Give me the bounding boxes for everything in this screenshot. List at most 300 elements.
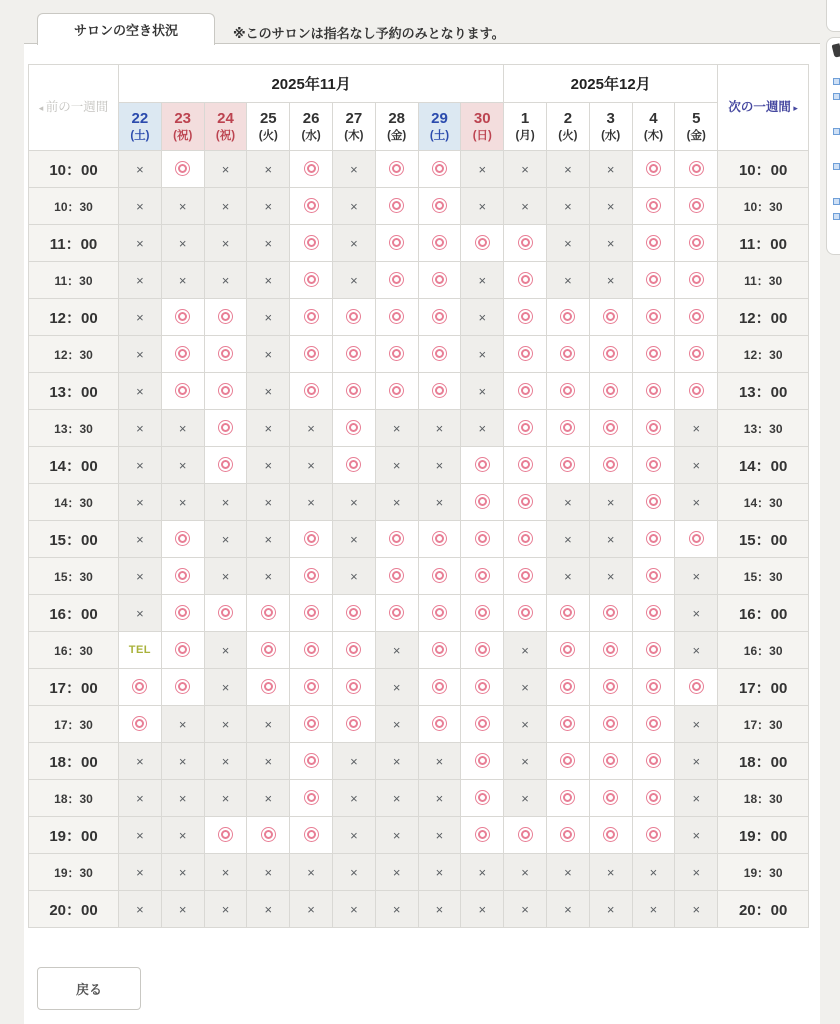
slot-available[interactable] [332, 336, 375, 373]
slot-unavailable: × [546, 188, 589, 225]
slot-available[interactable] [504, 410, 547, 447]
slot-available[interactable] [461, 225, 504, 262]
time-label: 14：00 [29, 447, 119, 484]
slot-available[interactable] [290, 558, 333, 595]
slot-unavailable: × [161, 484, 204, 521]
slot-available[interactable] [375, 151, 418, 188]
available-icon [603, 605, 618, 620]
slot-unavailable: × [119, 891, 162, 928]
day-number: 26 [302, 110, 320, 128]
slot-available[interactable] [418, 669, 461, 706]
slot-available[interactable] [161, 336, 204, 373]
slot-available[interactable] [418, 595, 461, 632]
slot-available[interactable] [204, 373, 247, 410]
available-icon [475, 790, 490, 805]
slot-available[interactable] [161, 632, 204, 669]
slot-unavailable: × [461, 854, 504, 891]
time-label: 12：00 [718, 299, 809, 336]
day-row [29, 103, 809, 151]
day-number: 2 [563, 110, 573, 128]
slot-available[interactable] [332, 410, 375, 447]
slot-available[interactable] [290, 188, 333, 225]
day-number: 27 [345, 110, 363, 128]
slot-available[interactable] [675, 373, 718, 410]
day-of-week: (木) [643, 129, 664, 142]
slot-unavailable: × [504, 669, 547, 706]
slot-available[interactable] [375, 521, 418, 558]
slot-available[interactable] [504, 595, 547, 632]
slot-unavailable: × [675, 484, 718, 521]
slot-unavailable: × [204, 854, 247, 891]
table-row [29, 151, 809, 188]
slot-available[interactable] [290, 521, 333, 558]
slot-available[interactable] [546, 743, 589, 780]
table-row [29, 891, 809, 928]
slot-unavailable: × [418, 410, 461, 447]
slot-unavailable: × [332, 743, 375, 780]
slot-available[interactable] [290, 299, 333, 336]
slot-available[interactable] [632, 743, 675, 780]
available-icon [432, 642, 447, 657]
slot-unavailable: × [375, 669, 418, 706]
slot-unavailable: × [589, 151, 632, 188]
slot-unavailable: × [504, 743, 547, 780]
slot-unavailable: × [418, 854, 461, 891]
slot-available[interactable] [675, 669, 718, 706]
slot-available[interactable] [290, 780, 333, 817]
slot-available[interactable] [418, 706, 461, 743]
slot-available[interactable] [504, 225, 547, 262]
available-icon [560, 346, 575, 361]
available-icon [560, 420, 575, 435]
available-icon [175, 309, 190, 324]
slot-available[interactable] [290, 632, 333, 669]
day-header [675, 103, 718, 151]
slot-available[interactable] [546, 817, 589, 854]
slot-available[interactable] [504, 558, 547, 595]
tab-salon-availability[interactable] [37, 13, 215, 45]
prev-week-button[interactable] [29, 65, 119, 151]
slot-available[interactable] [290, 743, 333, 780]
slot-available[interactable] [247, 632, 290, 669]
slot-available[interactable] [632, 595, 675, 632]
available-icon [304, 161, 319, 176]
available-icon [518, 494, 533, 509]
slot-available[interactable] [589, 632, 632, 669]
slot-available[interactable] [461, 669, 504, 706]
slot-available[interactable] [418, 632, 461, 669]
slot-available[interactable] [375, 299, 418, 336]
time-label: 20：00 [29, 891, 119, 928]
day-number: 5 [692, 110, 701, 128]
slot-available[interactable] [418, 521, 461, 558]
slot-available[interactable] [290, 336, 333, 373]
slot-available[interactable] [546, 632, 589, 669]
slot-unavailable: × [675, 817, 718, 854]
slot-available[interactable] [161, 595, 204, 632]
slot-unavailable: × [418, 817, 461, 854]
slot-unavailable: × [247, 558, 290, 595]
available-icon [218, 457, 233, 472]
slot-available[interactable] [332, 595, 375, 632]
day-header [418, 103, 461, 151]
time-label: 19：00 [29, 817, 119, 854]
slot-available[interactable] [290, 262, 333, 299]
time-label: 10：30 [718, 188, 809, 225]
available-icon [218, 346, 233, 361]
available-icon [432, 383, 447, 398]
slot-available[interactable] [161, 373, 204, 410]
slot-unavailable: × [375, 632, 418, 669]
available-icon [603, 420, 618, 435]
slot-available[interactable] [204, 817, 247, 854]
time-label: 17：30 [718, 706, 809, 743]
slot-unavailable: × [418, 447, 461, 484]
available-icon [475, 827, 490, 842]
slot-unavailable: × [161, 780, 204, 817]
slot-available[interactable] [119, 669, 162, 706]
slot-available[interactable] [675, 151, 718, 188]
slot-unavailable: × [675, 595, 718, 632]
available-icon [646, 568, 661, 583]
slot-available[interactable] [632, 225, 675, 262]
slot-unavailable: × [204, 891, 247, 928]
slot-available[interactable] [375, 188, 418, 225]
available-icon [346, 716, 361, 731]
available-icon [389, 309, 404, 324]
slot-available[interactable] [332, 447, 375, 484]
slot-unavailable: × [546, 558, 589, 595]
time-label: 14：30 [29, 484, 119, 521]
slot-available[interactable] [632, 188, 675, 225]
day-header [119, 103, 162, 151]
available-icon [132, 716, 147, 731]
slot-unavailable: × [204, 151, 247, 188]
slot-available[interactable] [504, 521, 547, 558]
available-icon [560, 309, 575, 324]
slot-available[interactable] [546, 669, 589, 706]
slot-available[interactable] [589, 373, 632, 410]
slot-unavailable: × [204, 225, 247, 262]
slot-tel[interactable]: TEL [119, 632, 162, 669]
available-icon [603, 346, 618, 361]
slot-available[interactable] [504, 817, 547, 854]
slot-available[interactable] [418, 299, 461, 336]
slot-unavailable: × [675, 410, 718, 447]
slot-unavailable: × [161, 188, 204, 225]
slot-available[interactable] [290, 225, 333, 262]
tab-label: サロンの空き状況 [73, 23, 178, 38]
slot-available[interactable] [504, 336, 547, 373]
slot-available[interactable] [675, 188, 718, 225]
slot-available[interactable] [675, 262, 718, 299]
slot-unavailable: × [504, 706, 547, 743]
day-header [161, 103, 204, 151]
slot-available[interactable] [632, 817, 675, 854]
slot-unavailable: × [461, 262, 504, 299]
slot-unavailable: × [119, 336, 162, 373]
slot-unavailable: × [119, 521, 162, 558]
time-label: 15：30 [29, 558, 119, 595]
slot-available[interactable] [589, 299, 632, 336]
available-icon [475, 494, 490, 509]
slot-available[interactable] [546, 410, 589, 447]
time-label: 18：00 [29, 743, 119, 780]
slot-available[interactable] [632, 484, 675, 521]
slot-unavailable: × [589, 262, 632, 299]
slot-available[interactable] [461, 595, 504, 632]
slot-unavailable: × [247, 521, 290, 558]
slot-unavailable: × [119, 854, 162, 891]
slot-available[interactable] [375, 558, 418, 595]
slot-available[interactable] [632, 447, 675, 484]
slot-available[interactable] [589, 780, 632, 817]
slot-available[interactable] [375, 262, 418, 299]
available-icon [175, 568, 190, 583]
slot-unavailable: × [119, 299, 162, 336]
slot-unavailable: × [119, 188, 162, 225]
slot-available[interactable] [461, 558, 504, 595]
slot-available[interactable] [332, 669, 375, 706]
slot-available[interactable] [675, 521, 718, 558]
slot-available[interactable] [290, 669, 333, 706]
slot-available[interactable] [418, 336, 461, 373]
slot-unavailable: × [675, 743, 718, 780]
slot-available[interactable] [546, 447, 589, 484]
available-icon [218, 420, 233, 435]
available-icon [646, 161, 661, 176]
available-icon [132, 679, 147, 694]
slot-available[interactable] [589, 336, 632, 373]
slot-available[interactable] [204, 299, 247, 336]
available-icon [646, 494, 661, 509]
slot-available[interactable] [589, 447, 632, 484]
available-icon [346, 346, 361, 361]
slot-unavailable: × [161, 447, 204, 484]
available-icon [346, 309, 361, 324]
available-icon [432, 568, 447, 583]
slot-available[interactable] [632, 706, 675, 743]
slot-available[interactable] [632, 558, 675, 595]
available-icon [689, 309, 704, 324]
slot-available[interactable] [290, 817, 333, 854]
slot-available[interactable] [632, 632, 675, 669]
slot-available[interactable] [247, 595, 290, 632]
slot-available[interactable] [161, 299, 204, 336]
slot-available[interactable] [632, 373, 675, 410]
slot-available[interactable] [247, 669, 290, 706]
time-label: 16：30 [29, 632, 119, 669]
slot-available[interactable] [161, 521, 204, 558]
slot-available[interactable] [504, 299, 547, 336]
slot-available[interactable] [332, 299, 375, 336]
slot-available[interactable] [589, 410, 632, 447]
available-icon [304, 272, 319, 287]
slot-available[interactable] [418, 262, 461, 299]
month-row [29, 65, 809, 103]
slot-available[interactable] [504, 262, 547, 299]
slot-available[interactable] [290, 706, 333, 743]
table-row [29, 558, 809, 595]
slot-available[interactable] [589, 669, 632, 706]
slot-available[interactable] [546, 373, 589, 410]
available-icon [518, 827, 533, 842]
day-of-week: (金) [686, 129, 706, 142]
available-icon [518, 568, 533, 583]
slot-available[interactable] [504, 484, 547, 521]
slot-available[interactable] [504, 373, 547, 410]
slot-unavailable: × [247, 410, 290, 447]
table-row [29, 188, 809, 225]
slot-available[interactable] [675, 225, 718, 262]
slot-available[interactable] [161, 669, 204, 706]
slot-available[interactable] [418, 373, 461, 410]
slot-available[interactable] [589, 706, 632, 743]
slot-available[interactable] [632, 780, 675, 817]
available-icon [475, 457, 490, 472]
sidebar-bullet-icon [833, 213, 840, 220]
slot-available[interactable] [461, 632, 504, 669]
slot-available[interactable] [461, 484, 504, 521]
available-icon [304, 790, 319, 805]
day-number: 4 [649, 110, 658, 128]
slot-available[interactable] [418, 151, 461, 188]
slot-unavailable: × [204, 484, 247, 521]
available-icon [646, 346, 661, 361]
table-row [29, 632, 809, 669]
slot-available[interactable] [632, 336, 675, 373]
slot-unavailable: × [461, 410, 504, 447]
available-icon [346, 679, 361, 694]
slot-unavailable: × [332, 854, 375, 891]
time-label: 18：00 [718, 743, 809, 780]
slot-available[interactable] [675, 299, 718, 336]
slot-available[interactable] [247, 817, 290, 854]
month-header: 2025年11月 [119, 65, 504, 103]
slot-available[interactable] [290, 595, 333, 632]
slot-available[interactable] [632, 299, 675, 336]
slot-available[interactable] [589, 817, 632, 854]
slot-available[interactable] [546, 336, 589, 373]
slot-unavailable: × [247, 151, 290, 188]
available-icon [603, 309, 618, 324]
slot-unavailable: × [119, 817, 162, 854]
slot-available[interactable] [546, 595, 589, 632]
available-icon [304, 753, 319, 768]
slot-available[interactable] [546, 780, 589, 817]
slot-available[interactable] [332, 373, 375, 410]
slot-available[interactable] [204, 447, 247, 484]
sidebar-fragment-panel [826, 37, 840, 255]
slot-unavailable: × [204, 262, 247, 299]
time-label: 17：00 [29, 669, 119, 706]
slot-available[interactable] [461, 447, 504, 484]
slot-unavailable: × [247, 299, 290, 336]
slot-available[interactable] [504, 447, 547, 484]
slot-unavailable: × [247, 780, 290, 817]
slot-available[interactable] [375, 595, 418, 632]
slot-available[interactable] [461, 706, 504, 743]
slot-available[interactable] [632, 410, 675, 447]
slot-available[interactable] [546, 706, 589, 743]
next-week-button[interactable] [718, 65, 809, 151]
slot-unavailable: × [375, 891, 418, 928]
time-label: 13：00 [29, 373, 119, 410]
table-row [29, 299, 809, 336]
slot-available[interactable] [375, 225, 418, 262]
slot-available[interactable] [418, 188, 461, 225]
slot-available[interactable] [161, 558, 204, 595]
day-header [589, 103, 632, 151]
slot-available[interactable] [375, 373, 418, 410]
slot-unavailable: × [119, 151, 162, 188]
slot-unavailable: × [375, 780, 418, 817]
slot-available[interactable] [589, 595, 632, 632]
available-icon [603, 753, 618, 768]
available-icon [518, 309, 533, 324]
slot-available[interactable] [375, 336, 418, 373]
time-label: 15：00 [718, 521, 809, 558]
slot-available[interactable] [632, 151, 675, 188]
slot-available[interactable] [290, 373, 333, 410]
table-row [29, 262, 809, 299]
day-header [332, 103, 375, 151]
time-label: 19：30 [718, 854, 809, 891]
slot-available[interactable] [332, 706, 375, 743]
available-icon [689, 679, 704, 694]
slot-available[interactable] [418, 558, 461, 595]
slot-available[interactable] [418, 225, 461, 262]
slot-unavailable: × [632, 891, 675, 928]
slot-available[interactable] [290, 151, 333, 188]
slot-available[interactable] [204, 336, 247, 373]
slot-available[interactable] [632, 521, 675, 558]
day-header [375, 103, 418, 151]
slot-available[interactable] [332, 632, 375, 669]
back-button[interactable]: 戻る [37, 967, 141, 1010]
available-icon [432, 272, 447, 287]
slot-available[interactable] [119, 706, 162, 743]
slot-unavailable: × [204, 743, 247, 780]
slot-available[interactable] [161, 151, 204, 188]
time-label: 11：00 [29, 225, 119, 262]
sidebar-bullet-icon [833, 163, 840, 170]
day-header [290, 103, 333, 151]
slot-available[interactable] [589, 743, 632, 780]
slot-unavailable: × [375, 743, 418, 780]
available-icon [346, 605, 361, 620]
slot-available[interactable] [461, 743, 504, 780]
sidebar-fragment-top [826, 0, 840, 32]
slot-available[interactable] [204, 410, 247, 447]
slot-available[interactable] [461, 817, 504, 854]
slot-available[interactable] [461, 780, 504, 817]
slot-available[interactable] [546, 299, 589, 336]
slot-unavailable: × [375, 447, 418, 484]
slot-available[interactable] [675, 336, 718, 373]
slot-unavailable: × [247, 706, 290, 743]
slot-unavailable: × [589, 521, 632, 558]
slot-available[interactable] [461, 521, 504, 558]
slot-available[interactable] [632, 669, 675, 706]
slot-available[interactable] [204, 595, 247, 632]
time-label: 17：00 [718, 669, 809, 706]
available-icon [475, 531, 490, 546]
time-label: 12：00 [29, 299, 119, 336]
slot-unavailable: × [332, 817, 375, 854]
slot-available[interactable] [632, 262, 675, 299]
slot-unavailable: × [589, 891, 632, 928]
